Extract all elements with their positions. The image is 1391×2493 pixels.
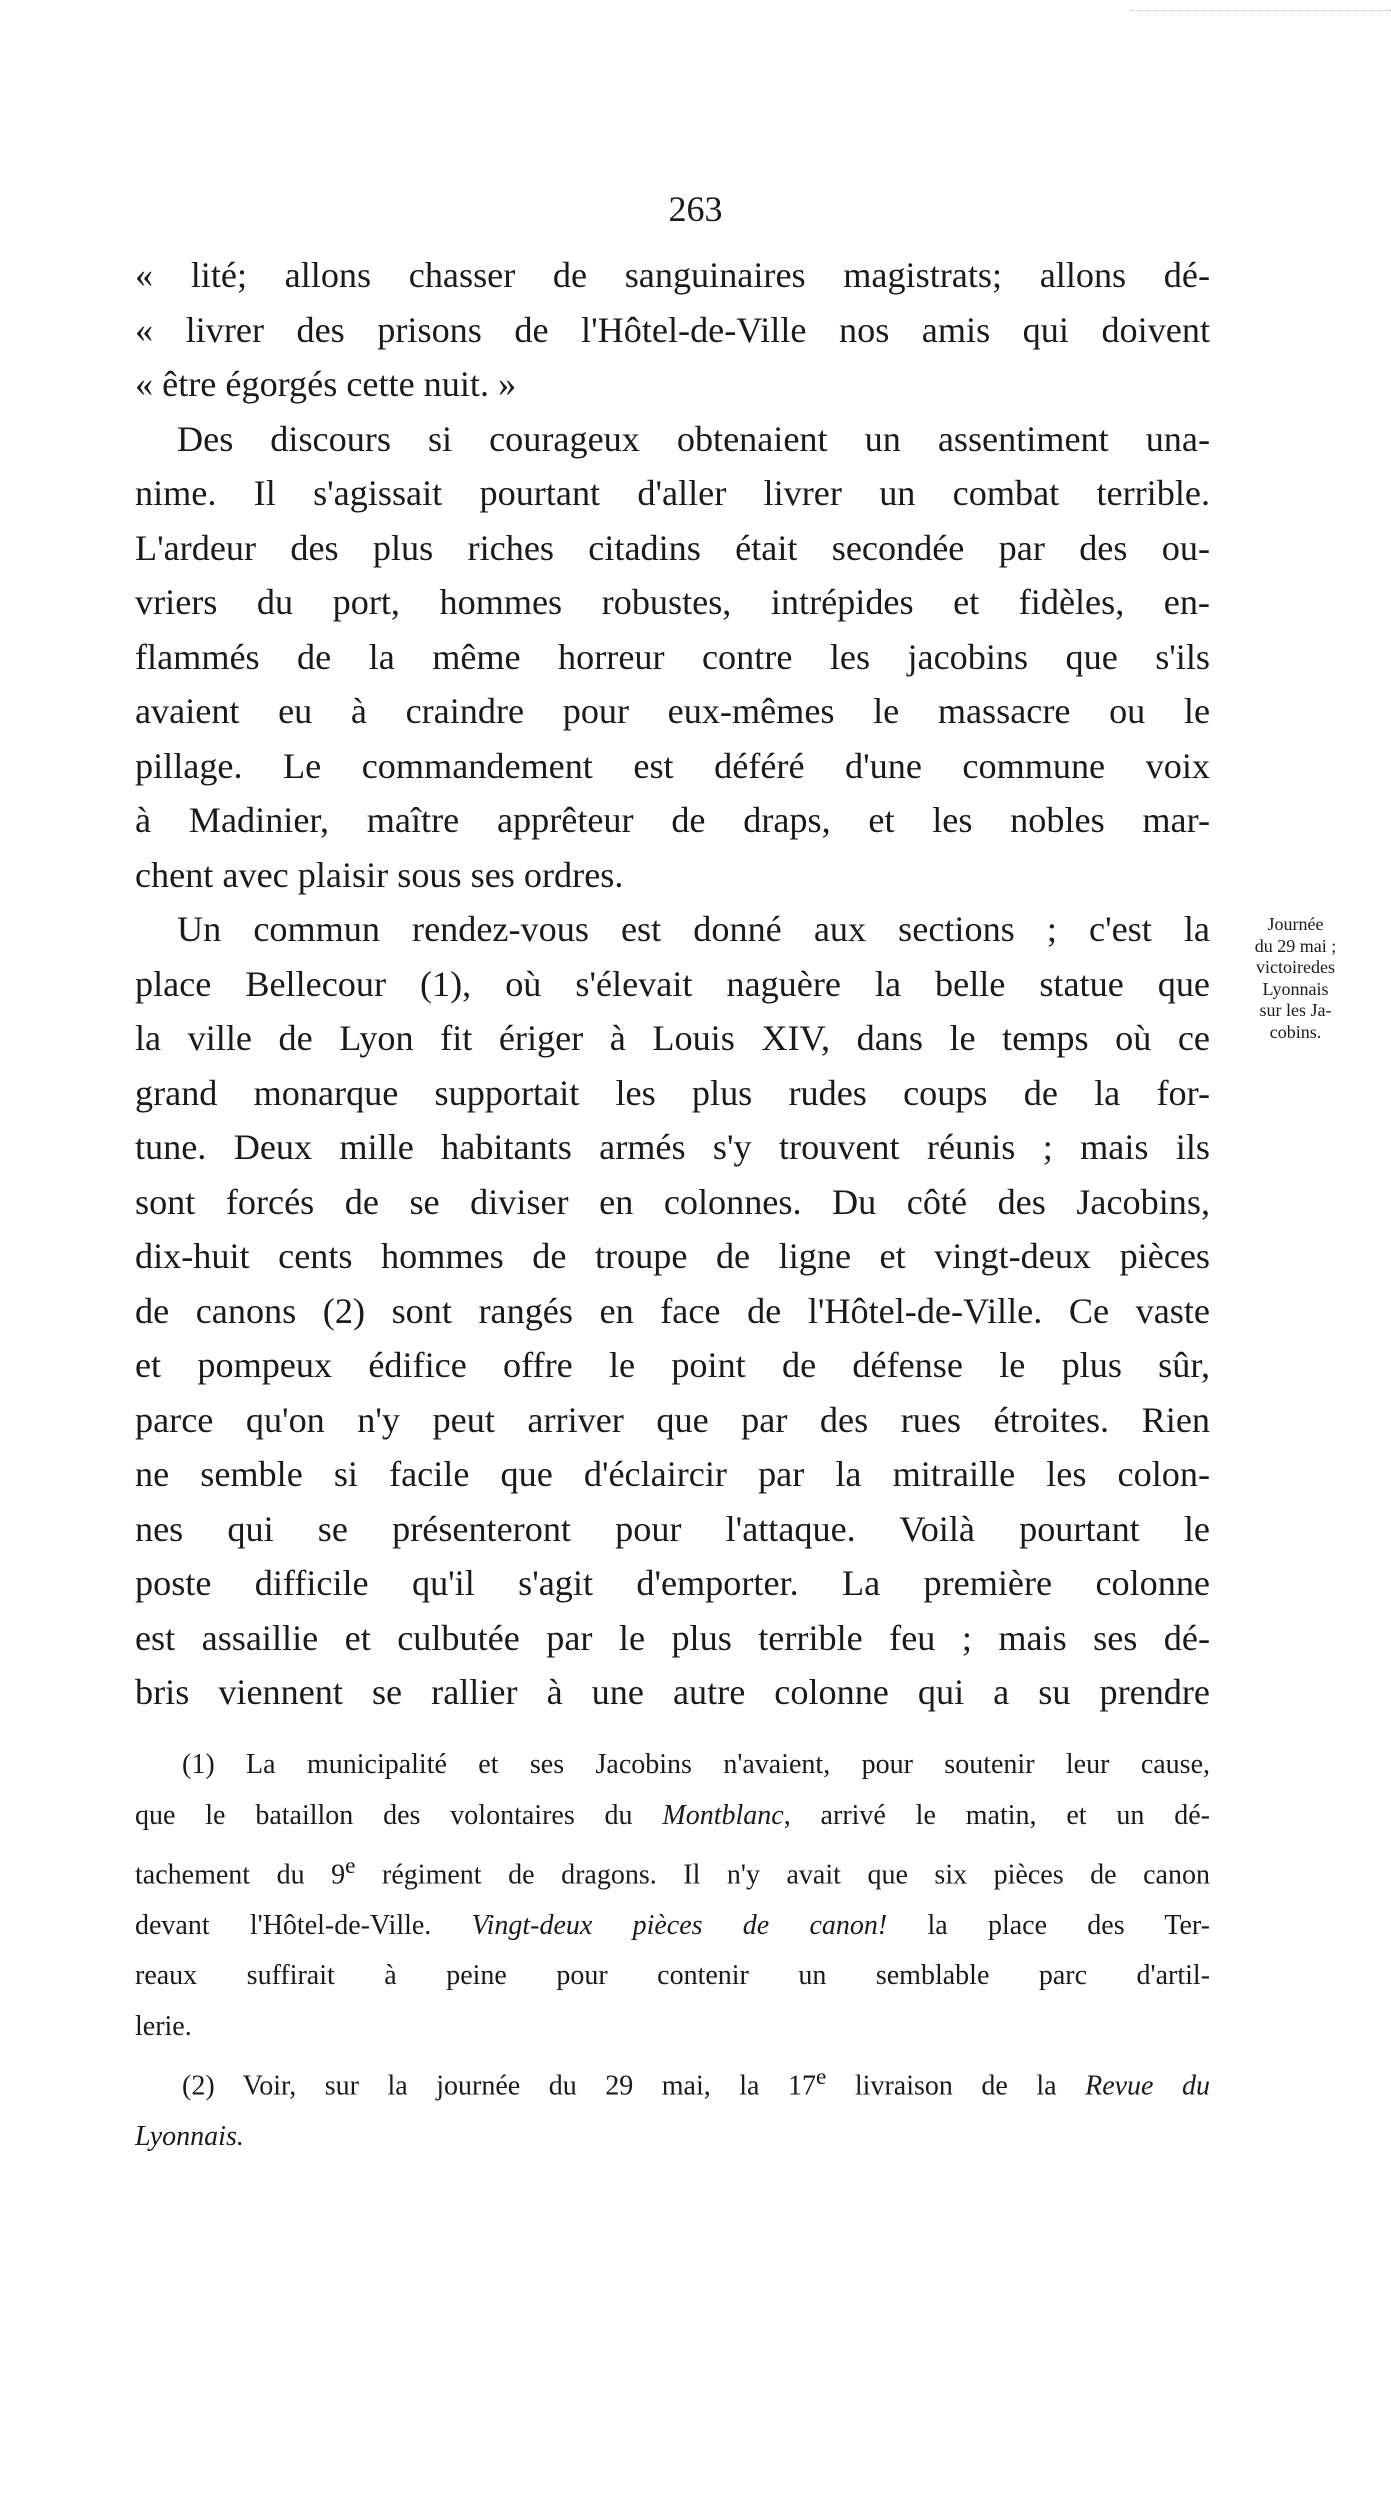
body-line: à Madinier, maître apprêteur de draps, et les nobles mar-	[135, 800, 1210, 840]
footnote-1-line: (1) La municipalité et ses Jacobins n'avaient, pour soutenir leur cause,	[182, 1749, 1210, 1780]
page-number: 263	[668, 189, 723, 229]
scan-corner-mark	[1131, 0, 1391, 11]
body-line: flammés de la même horreur contre les jacobins que s'ils	[135, 636, 1210, 677]
body-line: place Bellecour (1), où s'élevait naguère la belle statue que	[135, 963, 1210, 1004]
margin-note	[1228, 914, 1363, 1043]
body-line: parce qu'on n'y peut arriver que par des rues étroites. Rien	[135, 1399, 1210, 1440]
margin-note-line: sur les Ja-	[1259, 1000, 1332, 1020]
body-line: tune. Deux mille habitants armés s'y trouvent réunis ; mais ils	[135, 1127, 1210, 1167]
footnote-1-line: lerie.	[135, 2010, 192, 2042]
body-line: la ville de Lyon fit ériger à Louis XIV, dans le temps où ce	[135, 1018, 1210, 1058]
body-line: ne semble si facile que d'éclaircir par la mitraille les colon-	[135, 1454, 1210, 1494]
body-line: grand monarque supportait les plus rudes coups de la for-	[135, 1072, 1210, 1113]
body-line: « livrer des prisons de l'Hôtel-de-Ville nos amis qui doivent	[135, 309, 1210, 350]
body-line: « être égorgés cette nuit. »	[135, 364, 517, 404]
body-line: Des discours si courageux obtenaient un assentiment una-	[177, 418, 1210, 459]
body-line: vriers du port, hommes robustes, intrépides et fidèles, en-	[135, 582, 1210, 622]
body-line: L'ardeur des plus riches citadins était secondée par des ou-	[135, 527, 1210, 568]
margin-note-line: du 29 mai ;	[1254, 935, 1337, 956]
margin-note-line: Lyonnais	[1262, 978, 1329, 999]
body-line: et pompeux édifice offre le point de défense le plus sûr,	[135, 1345, 1210, 1385]
body-line: bris viennent se rallier à une autre colonne qui a su prendre	[135, 1672, 1210, 1712]
body-line: dix-huit cents hommes de troupe de ligne et vingt-deux pièces	[135, 1236, 1210, 1276]
body-line: nime. Il s'agissait pourtant d'aller livrer un combat terrible.	[135, 473, 1210, 513]
footnote-2-line: (2) Voir, sur la journée du 29 mai, la 17e livraison de la Revue du	[182, 2064, 1211, 2102]
footnote-1-line: reaux suffirait à peine pour contenir un semblable parc d'artil-	[135, 1960, 1210, 1992]
body-text	[135, 248, 1210, 1720]
margin-note-line: victoiredes	[1256, 957, 1335, 977]
margin-note-line: Journée	[1267, 914, 1324, 934]
body-line: chent avec plaisir sous ses ordres.	[135, 854, 624, 895]
body-line: « lité; allons chasser de sanguinaires magistrats; allons dé-	[135, 255, 1210, 295]
body-line: sont forcés de se diviser en colonnes. Du côté des Jacobins,	[135, 1181, 1210, 1222]
footnote-1-line: devant l'Hôtel-de-Ville. Vingt-deux pièces de canon! la place des Ter-	[135, 1909, 1211, 1941]
footnotes	[135, 1740, 1210, 2163]
body-line: avaient eu à craindre pour eux-mêmes le massacre ou le	[135, 691, 1210, 731]
margin-note-line: cobins.	[1269, 1021, 1322, 1042]
footnote-1-line: que le bataillon des volontaires du Montblanc, arrivé le matin, et un dé-	[135, 1799, 1210, 1831]
body-line: poste difficile qu'il s'agit d'emporter. La première colonne	[135, 1563, 1210, 1603]
body-line: de canons (2) sont rangés en face de l'Hôtel-de-Ville. Ce vaste	[135, 1290, 1210, 1331]
body-line: est assaillie et culbutée par le plus terrible feu ; mais ses dé-	[135, 1617, 1210, 1658]
footnote-1-line: tachement du 9e régiment de dragons. Il n'y avait que six pièces de canon	[135, 1853, 1210, 1891]
body-line: nes qui se présenteront pour l'attaque. Voilà pourtant le	[135, 1508, 1210, 1549]
footnote-2-line: Lyonnais.	[135, 2121, 244, 2153]
body-line: Un commun rendez-vous est donné aux sections ; c'est la	[177, 909, 1210, 949]
body-line: pillage. Le commandement est déféré d'une commune voix	[135, 745, 1210, 786]
